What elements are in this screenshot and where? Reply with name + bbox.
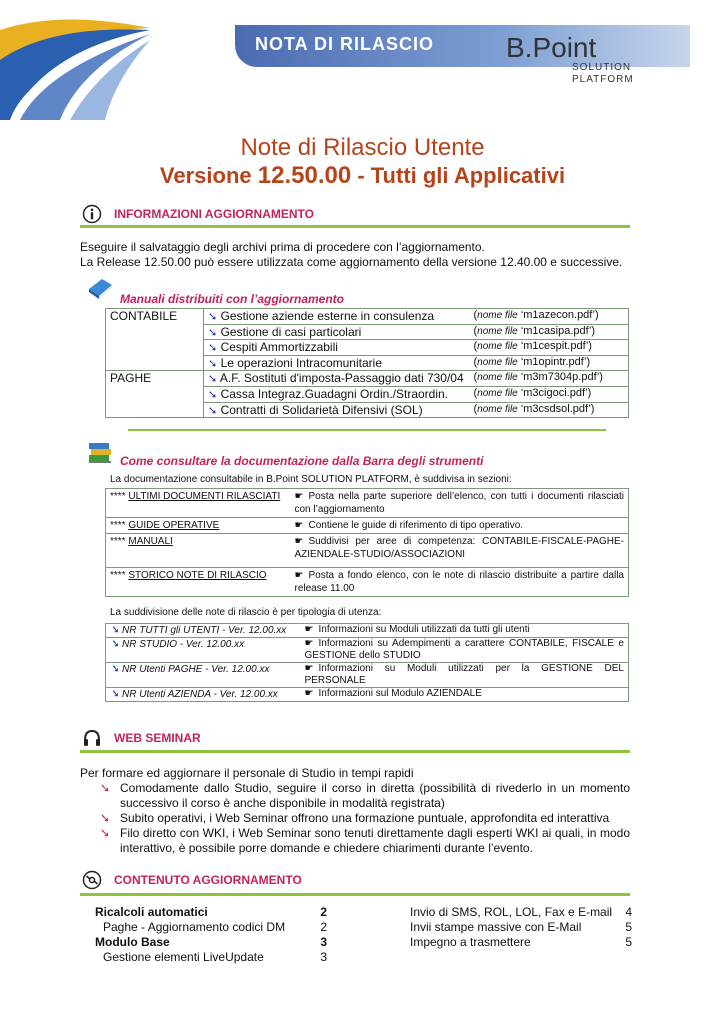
toc-item[interactable]: Ricalcoli automatici 2 <box>95 905 327 919</box>
table-row: **** ULTIMI DOCUMENTI RILASCIATI ☛ Posta nella parte superiore dell’elenco, con tutti i documenti rilasciati con l’aggiornamento <box>106 489 629 518</box>
table-row: ➘ NR TUTTI gli UTENTI - Ver. 12.00.xx ☛ Informazioni su Moduli utilizzati da tutti gli utenti <box>106 624 629 638</box>
toc-item[interactable]: Impegno a trasmettere 5 <box>410 935 632 949</box>
logo-text: B.Point <box>506 32 597 63</box>
types-table <box>105 623 629 702</box>
manual-file-link[interactable]: ‘m1opintr.pdf’ <box>520 355 587 368</box>
section-link[interactable]: ULTIMI DOCUMENTI RILASCIATI <box>128 491 281 502</box>
manual-file-link[interactable]: ‘m1casipa.pdf’ <box>520 324 592 337</box>
arrow-down-right-icon: ➘ <box>208 342 218 355</box>
section-rule <box>80 893 630 896</box>
section-link[interactable]: GUIDE OPERATIVE <box>128 520 220 531</box>
page-subtitle <box>0 162 725 190</box>
pointing-hand-icon: ☛ <box>304 624 314 635</box>
toc-item[interactable]: Modulo Base 3 <box>95 935 327 949</box>
pointing-hand-icon: ☛ <box>294 520 304 531</box>
manual-file-link[interactable]: ‘m1cespit.pdf’ <box>520 340 589 353</box>
subtitle-suffix: - Tutti gli Applicativi <box>357 163 566 188</box>
pointing-hand-icon: ☛ <box>294 536 304 547</box>
pointing-hand-icon: ☛ <box>294 570 304 581</box>
consult-intro2: La suddivisione delle note di rilascio è per tipologia di utenza: <box>110 607 382 618</box>
content-heading: CONTENUTO AGGIORNAMENTO <box>82 870 302 890</box>
info-icon <box>82 204 102 224</box>
section-link[interactable]: STORICO NOTE DI RILASCIO <box>128 570 267 581</box>
arrow-down-right-icon: ➘ <box>110 663 120 675</box>
manuals-table <box>105 308 629 418</box>
pointing-hand-icon: ☛ <box>304 663 314 674</box>
logo-sub1: SOLUTION <box>572 62 632 73</box>
arrow-down-right-icon: ➘ <box>208 404 218 417</box>
manuals-heading: Manuali distribuiti con l’aggiornamento <box>120 292 345 306</box>
subtitle-version: 12.50.00 <box>257 162 352 189</box>
pointing-hand-icon: ☛ <box>304 638 314 649</box>
table-row: PAGHE ➘ A.F. Sostituti d'imposta-Passaggio dati 730/04 (nome file ‘m3m7304p.pdf’) <box>106 371 629 387</box>
sections-table <box>105 488 629 597</box>
books-stack-icon <box>86 440 114 466</box>
list-item: ➘ Comodamente dallo Studio, seguire il corso in diretta (possibilità di rivederlo in un momento successivo il corso è anche disponibile in modalità registrata) <box>100 781 630 810</box>
table-row: ➘ NR Utenti PAGHE - Ver. 12.00.xx ☛ Informazioni su Moduli utilizzati per la GESTIONE DEL PERSONALE <box>106 663 629 688</box>
table-row: ➘ NR STUDIO - Ver. 12.00.xx ☛ Informazioni su Adempimenti a carattere CONTABILE, FISCALE e GESTIONE dello STUDIO <box>106 638 629 663</box>
toc-item[interactable]: Invio di SMS, ROL, LOL, Fax e E-mail 4 <box>410 905 632 919</box>
arrow-down-right-icon: ➘ <box>208 326 218 339</box>
toc-left <box>95 905 327 965</box>
toc-item[interactable]: Invii stampe massive con E-Mail 5 <box>410 920 632 934</box>
arrow-down-right-icon: ➘ <box>208 388 218 401</box>
web-intro: Per formare ed aggiornare il personale di Studio in tempi rapidi <box>80 766 414 780</box>
table-row: **** GUIDE OPERATIVE ☛ Contiene le guide di riferimento di tipo operativo. <box>106 518 629 534</box>
page-title: Note di Rilascio Utente <box>240 134 485 161</box>
toc-item[interactable]: Gestione elementi LiveUpdate 3 <box>103 950 327 964</box>
arrow-down-right-icon: ➘ <box>208 373 218 386</box>
manual-file-link[interactable]: ‘m1azecon.pdf’ <box>520 309 595 321</box>
swirl-logo-icon <box>0 0 240 120</box>
manual-file-link[interactable]: ‘m3cigoci.pdf’ <box>520 386 588 399</box>
table-row: **** STORICO NOTE DI RILASCIO ☛ Posta a fondo elenco, con le note di rilascio distribuite a partire dalla release 11.00 <box>106 568 629 597</box>
table-row: ➘ Cespiti Ammortizzabili (nome file ‘m1cespit.pdf’) <box>106 340 629 356</box>
manual-file-link[interactable]: ‘m3m7304p.pdf’ <box>520 371 600 384</box>
manual-file-link[interactable]: ‘m3csdsol.pdf’ <box>520 402 591 415</box>
section-rule <box>80 225 630 228</box>
headphones-icon <box>82 728 102 748</box>
table-row: ➘ Gestione di casi particolari (nome file ‘m1casipa.pdf’) <box>106 324 629 340</box>
section-link[interactable]: MANUALI <box>128 536 173 547</box>
book-icon <box>86 275 114 301</box>
logo-sub2: PLATFORM <box>572 74 634 85</box>
arrow-down-right-icon: ➘ <box>208 311 218 323</box>
header-title: NOTA DI RILASCIO <box>255 34 434 54</box>
table-row: ➘ Le operazioni Intracomunitarie (nome file ‘m1opintr.pdf’) <box>106 355 629 371</box>
table-row: CONTABILE ➘ Gestione aziende esterne in consulenza (nome file ‘m1azecon.pdf’) <box>106 309 629 325</box>
toc-right <box>410 905 632 950</box>
arrow-down-right-icon: ➘ <box>110 624 120 636</box>
list-item: ➘ Subito operativi, i Web Seminar offrono una formazione puntuale, approfondita ed interattiva <box>100 811 610 825</box>
header <box>0 0 725 120</box>
web-bullets <box>100 781 630 856</box>
table-row: ➘ Contratti di Solidarietà Difensivi (SOL) (nome file ‘m3csdsol.pdf’) <box>106 402 629 418</box>
table-row: **** MANUALI ☛ Suddivisi per aree di competenza: CONTABILE-FISCALE-PAGHE-AZIENDALE-STUDIO/ASSOCIAZIONI <box>106 534 629 568</box>
table-row: ➘ Cassa Integraz.Guadagni Ordin./Straordin. (nome file ‘m3cigoci.pdf’) <box>106 386 629 402</box>
consult-heading: Come consultare la documentazione dalla Barra degli strumenti <box>120 454 484 468</box>
toc-item[interactable]: Paghe - Aggiornamento codici DM 2 <box>103 920 327 934</box>
section-rule <box>80 750 630 753</box>
web-heading: WEB SEMINAR <box>82 728 201 748</box>
table-row: ➘ NR Utenti AZIENDA - Ver. 12.00.xx ☛ Informazioni sul Modulo AZIENDALE <box>106 688 629 702</box>
arrow-down-right-icon: ➘ <box>110 638 120 650</box>
info-heading: INFORMAZIONI AGGIORNAMENTO <box>82 204 314 224</box>
subtitle-prefix: Versione <box>159 163 252 188</box>
separator <box>128 429 606 431</box>
arrow-down-right-icon: ➘ <box>100 781 111 795</box>
pointing-hand-icon: ☛ <box>304 688 314 699</box>
consult-intro: La documentazione consultabile in B.Point SOLUTION PLATFORM, è suddivisa in sezioni: <box>110 474 512 485</box>
pointing-hand-icon: ☛ <box>294 491 304 502</box>
arrow-down-right-icon: ➘ <box>110 688 120 700</box>
arrow-down-right-icon: ➘ <box>100 826 111 840</box>
arrow-down-right-icon: ➘ <box>100 811 111 825</box>
info-line2: La Release 12.50.00 può essere utilizzata come aggiornamento della versione 12.40.00 e successive. <box>80 255 623 269</box>
list-item: ➘ Filo diretto con WKI, i Web Seminar sono tenuti direttamente dagli esperti WKI ai quali, in modo interattivo, è possibile porre domande e chiedere chiarimenti durante l’evento. <box>100 826 630 855</box>
disc-icon <box>82 870 102 890</box>
info-line1: Eseguire il salvataggio degli archivi prima di procedere con l’aggiornamento. <box>80 240 485 254</box>
arrow-down-right-icon: ➘ <box>208 357 218 370</box>
